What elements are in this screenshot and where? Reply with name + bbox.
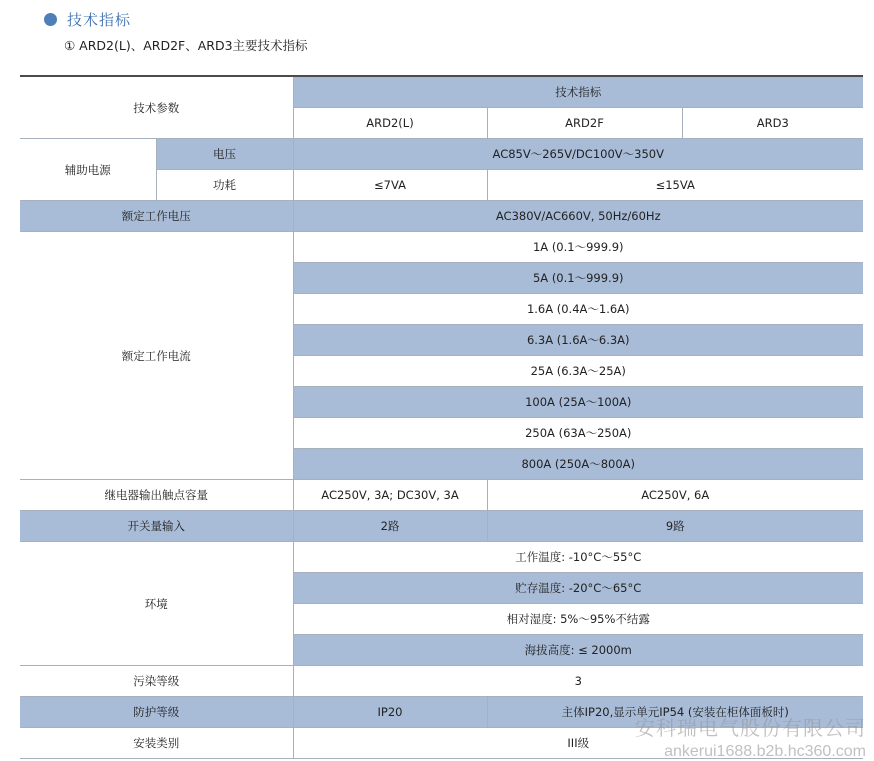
environment-value: 贮存温度: -20°C～65°C xyxy=(293,573,863,604)
pollution-label: 污染等级 xyxy=(20,666,293,697)
section-title: 技术指标 xyxy=(67,10,132,29)
protection-ard2l: IP20 xyxy=(293,697,487,728)
section-heading xyxy=(44,9,131,29)
rated-current-value: 800A (250A～800A) xyxy=(293,449,863,480)
relay-value-ard2f-ard3: AC250V, 6A xyxy=(487,480,863,511)
environment-value: 工作温度: -10°C～55°C xyxy=(293,542,863,573)
rated-current-value: 5A (0.1～999.9) xyxy=(293,263,863,294)
model-cell: ARD2(L) xyxy=(293,108,487,139)
table-row xyxy=(20,201,863,232)
table-row xyxy=(20,76,863,108)
table-row xyxy=(20,542,863,573)
install-value: III级 xyxy=(293,728,863,759)
model-cell: ARD3 xyxy=(682,108,863,139)
relay-value-ard2l: AC250V, 3A; DC30V, 3A xyxy=(293,480,487,511)
spec-header-cell: 技术指标 xyxy=(293,76,863,108)
rated-current-value: 1A (0.1～999.9) xyxy=(293,232,863,263)
protection-label: 防护等级 xyxy=(20,697,293,728)
table-row xyxy=(20,697,863,728)
rated-current-value: 6.3A (1.6A～6.3A) xyxy=(293,325,863,356)
voltage-value: AC85V～265V/DC100V～350V xyxy=(293,139,863,170)
rated-current-label: 额定工作电流 xyxy=(20,232,293,480)
rated-voltage-label: 额定工作电压 xyxy=(20,201,293,232)
environment-value: 海拔高度: ≤ 2000m xyxy=(293,635,863,666)
rated-current-value: 250A (63A～250A) xyxy=(293,418,863,449)
table-caption: ① ARD2(L)、ARD2F、ARD3主要技术指标 xyxy=(64,38,308,53)
environment-value: 相对湿度: 5%～95%不结露 xyxy=(293,604,863,635)
aux-power-label: 辅助电源 xyxy=(20,139,156,201)
rated-current-value: 100A (25A～100A) xyxy=(293,387,863,418)
watermark-company: 安科瑞电气股份有限公司 xyxy=(635,718,866,740)
switch-input-ard2f-ard3: 9路 xyxy=(487,511,863,542)
model-cell: ARD2F xyxy=(487,108,682,139)
rated-voltage-value: AC380V/AC660V, 50Hz/60Hz xyxy=(293,201,863,232)
environment-label: 环境 xyxy=(20,542,293,666)
switch-input-label: 开关量输入 xyxy=(20,511,293,542)
voltage-label: 电压 xyxy=(156,139,293,170)
bullet-dot-icon xyxy=(44,13,57,26)
watermark-url: ankerui1688.b2b.hc360.com xyxy=(664,743,866,760)
table-row xyxy=(20,232,863,263)
power-value-ard2l: ≤7VA xyxy=(293,170,487,201)
install-label: 安装类别 xyxy=(20,728,293,759)
spec-table xyxy=(20,75,863,759)
table-row xyxy=(20,511,863,542)
relay-label: 继电器输出触点容量 xyxy=(20,480,293,511)
power-label: 功耗 xyxy=(156,170,293,201)
table-row xyxy=(20,480,863,511)
pollution-value: 3 xyxy=(293,666,863,697)
power-value-ard2f-ard3: ≤15VA xyxy=(487,170,863,201)
param-header-cell: 技术参数 xyxy=(20,76,293,139)
table-row xyxy=(20,666,863,697)
protection-ard2f-ard3: 主体IP20,显示单元IP54 (安装在柜体面板时) xyxy=(487,697,863,728)
table-row xyxy=(20,139,863,170)
rated-current-value: 1.6A (0.4A～1.6A) xyxy=(293,294,863,325)
switch-input-ard2l: 2路 xyxy=(293,511,487,542)
table-row xyxy=(20,728,863,759)
rated-current-value: 25A (6.3A～25A) xyxy=(293,356,863,387)
